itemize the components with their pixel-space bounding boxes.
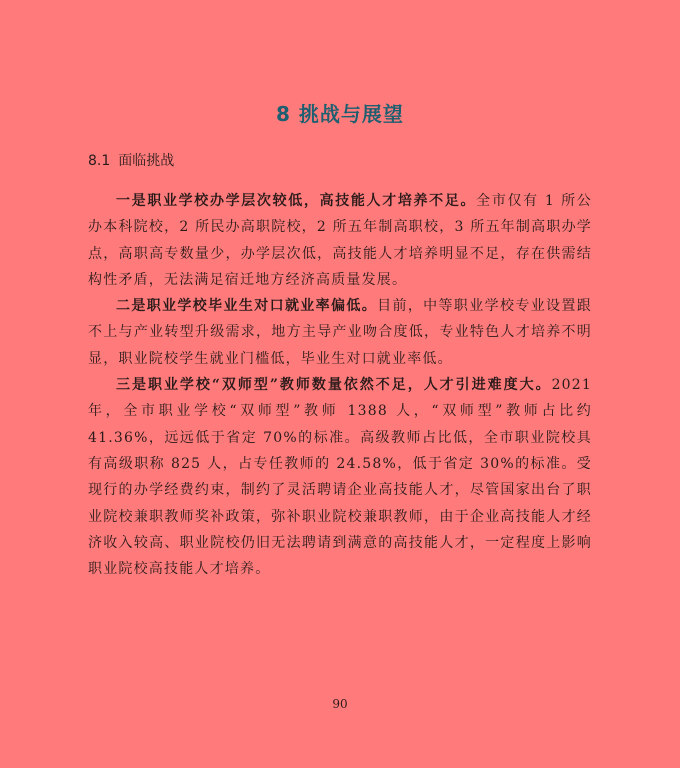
paragraph-2-body: 目前，中等职业学校专业设置跟不上与产业转型升级需求，地方主导产业吻合度低，专业特色人才培养不明显，职业院校学生就业门槛低，毕业生对口就业率低。	[88, 298, 592, 367]
page-number: 90	[332, 697, 348, 711]
section-number: 8.1	[88, 153, 111, 169]
paragraph-3-lead: 三是职业学校“双师型”教师数量依然不足，人才引进难度大。	[116, 377, 552, 394]
chapter-title: 8 挑战与展望	[276, 102, 404, 126]
paragraph-3-body: 2021 年，全市职业学校“双师型”教师 1388 人，“双师型”教师占比约 41.36%，远远低于省定 70%的标准。高级教师占比低，全市职业院校具有高级职称 825 人，占专任教师的 24.58%，低于省定 30%的标准。受现行的办学经费约束，制约了灵活聘请企业高技能人才，尽管国家出台了职业院校兼职教师奖补政策，弥补职业院校兼职教师，由于企业高技能人才经济收入较高、职业院校仍旧无法聘请到满意的高技能人才，一定程度上影响职业院校高技能人才培养。	[88, 377, 592, 578]
paragraph-2	[88, 293, 592, 372]
paragraph-1	[88, 188, 592, 293]
paragraph-2-lead: 二是职业学校毕业生对口就业率偏低。	[116, 298, 378, 315]
paragraph-1-lead: 一是职业学校办学层次较低，高技能人才培养不足。	[116, 193, 477, 209]
paragraph-3	[88, 372, 592, 582]
paragraph-1-body: 全市仅有 1 所公办本科院校，2 所民办高职院校，2 所五年制高职校，3 所五年制高职办学点，高职高专数量少，办学层次低，高技能人才培养明显不足，存在供需结构性矛盾，无法满足宿迁地方经济高质量发展。	[88, 193, 592, 288]
section-heading	[88, 150, 174, 170]
section-title: 面临挑战	[118, 153, 175, 169]
body-text	[88, 188, 592, 582]
